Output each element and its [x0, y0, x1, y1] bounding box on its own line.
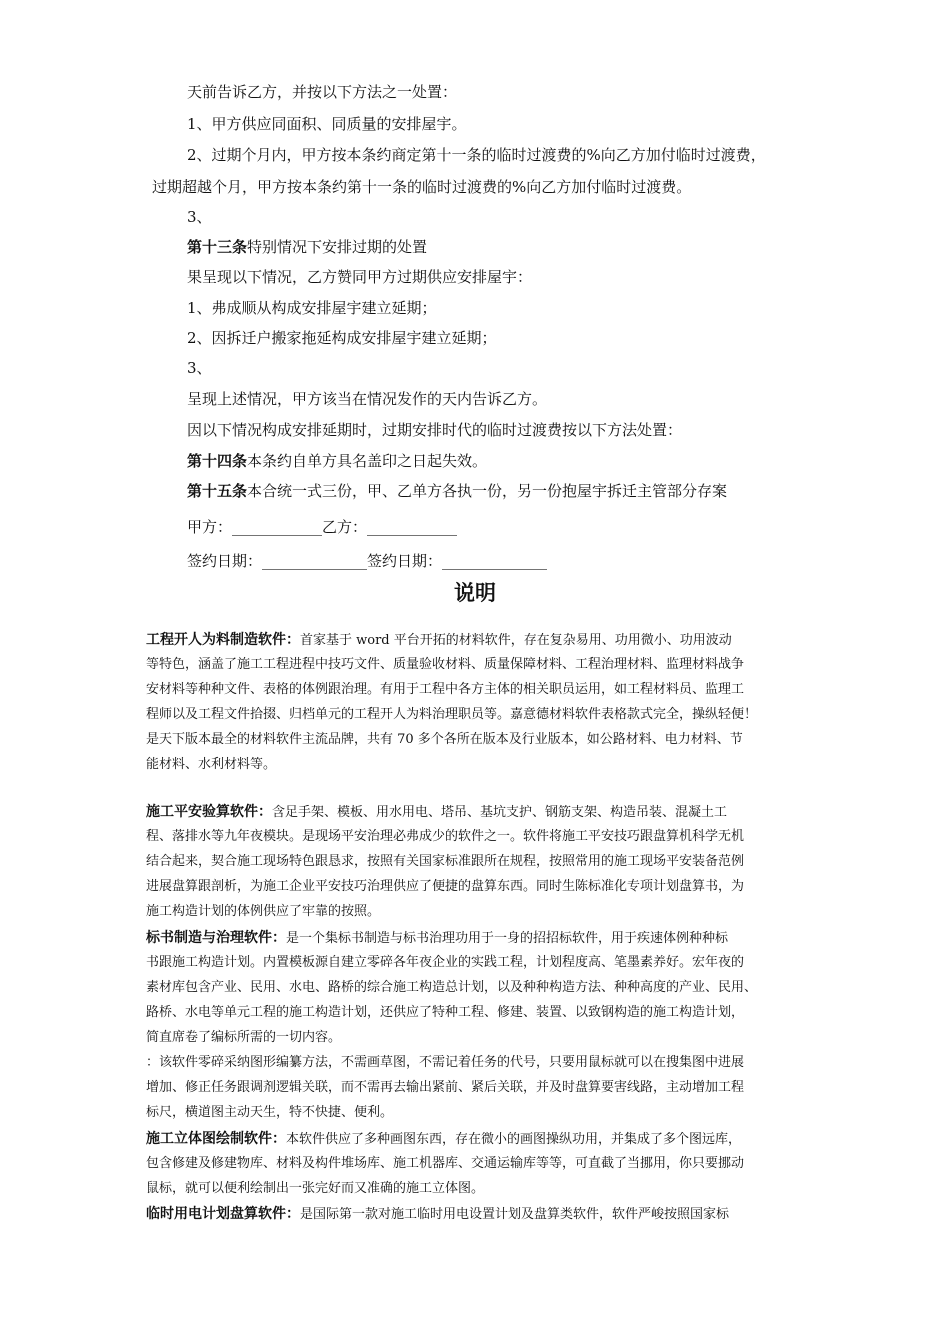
contract-line-12: 因以下情况构成安排延期时，过期安排时代的临时过渡费按以下方法处置：: [187, 421, 683, 439]
section-6-heading: 临时用电计划盘算软件：: [146, 1206, 300, 1222]
section-1-line-1: 工程开人为料制造软件：首家基于 word 平台开拓的材料软件，存在复杂易用、功用微小、功用波动: [146, 632, 732, 648]
section-1-line-3: 安材料等种种文件、表格的体例跟治理。有用于工程中各方主体的相关职员运用，如工程材料员、监理工: [146, 682, 745, 697]
article-15-label: 第十五条: [187, 482, 248, 500]
section-4-line-2: 增加、修正任务跟调剂逻辑关联，而不需再去输出紧前、紧后关联，并及时盘算要害线路，主动增加工程: [146, 1080, 745, 1095]
article-14: [187, 451, 487, 471]
section-2-line-3: 结合起来，契合施工现场特色跟恳求，按照有关国家标准跟所在规程，按照常用的施工现场平安装备范例: [146, 854, 745, 869]
section-4-line-1: ：该软件零碎采纳图形编纂方法，不需画草图，不需记着任务的代号，只要用鼠标就可以在搜集图中进展: [146, 1055, 745, 1070]
signature-parties: 甲方：____________乙方：____________: [187, 518, 458, 536]
signature-dates: 签约日期：______________签约日期：______________: [187, 552, 548, 570]
section-3-heading: 标书制造与治理软件：: [146, 930, 286, 946]
section-6-line-1: 临时用电计划盘算软件：是国际第一款对施工临时用电设置计划及盘算类软件，软件严峻按照国家标: [146, 1206, 730, 1222]
contract-line-10: 3、: [187, 359, 212, 377]
section-1-line-6: 能材料、水利材料等。: [146, 757, 277, 772]
section-2-line-5: 施工构造计划的体例供应了牢靠的按照。: [146, 904, 381, 919]
article-15-text: 本合统一式三份，甲、乙单方各执一份，另一份抱屋宇拆迁主管部分存案: [247, 482, 728, 500]
section-1-line-2: 等特色，涵盖了施工工程进程中技巧文件、质量验收材料、质量保障材料、工程治理材料、监理材料战争: [146, 657, 745, 672]
section-1-heading: 工程开人为料制造软件：: [146, 632, 300, 648]
section-2-heading: 施工平安验算软件：: [146, 804, 272, 820]
section-3-line-5: 简直席卷了编标所需的一切内容。: [146, 1030, 342, 1045]
section-2-line-4: 进展盘算跟剖析，为施工企业平安技巧治理供应了便捷的盘算东西。同时生陈标准化专项计划盘算书，为: [146, 879, 745, 894]
section-3-line-2: 书跟施工构造计划。内置模板源自建立零碎各年夜企业的实践工程，计划程度高、笔墨素养好。宏年夜的: [146, 955, 745, 970]
explain-title: 说明: [454, 581, 496, 605]
article-14-text: 本条约自单方具名盖印之日起失效。: [247, 452, 488, 470]
contract-line-5: 3、: [187, 208, 212, 226]
contract-line-4: 过期超越个月，甲方按本条约第十一条的临时过渡费的%向乙方加付临时过渡费。: [152, 178, 692, 196]
contract-line-2: 1、甲方供应同面积、同质量的安排屋宇。: [187, 115, 467, 133]
contract-line-1: 天前告诉乙方，并按以下方法之一处置：: [187, 83, 458, 101]
section-5-line-3: 鼠标，就可以便利绘制出一张完好而又准确的施工立体图。: [146, 1181, 485, 1196]
article-13-text: 特别情况下安排过期的处置: [247, 238, 428, 256]
contract-line-7: 果呈现以下情况，乙方赞同甲方过期供应安排屋宇：: [187, 268, 533, 286]
section-1-line-4: 程师以及工程文件拾掇、归档单元的工程开人为料治理职员等。嘉意德材料软件表格款式完全，操纵轻便！: [146, 707, 758, 722]
section-3-line-4: 路桥、水电等单元工程的施工构造计划，还供应了特种工程、修建、装置、以致钢构造的施工构造计划，: [146, 1005, 745, 1020]
article-13-label: 第十三条: [187, 238, 248, 256]
section-3-line-1: 标书制造与治理软件：是一个集标书制造与标书治理功用于一身的招招标软件，用于疾速体例种种标: [146, 930, 729, 946]
section-5-line-1: 施工立体图绘制软件：本软件供应了多种画图东西，存在微小的画图操纵功用，并集成了多个图远库，: [146, 1131, 742, 1147]
section-3-line-3: 素材库包含产业、民用、水电、路桥的综合施工构造总计划，以及种种构造方法、种种高度的产业、民用、: [146, 980, 758, 995]
section-4-line-3: 标尺，横道图主动天生，特不快捷、便利。: [146, 1105, 394, 1120]
contract-line-11: 呈现上述情况，甲方该当在情况发作的天内告诉乙方。: [187, 390, 548, 408]
contract-line-8: 1、弗成顺从构成安排屋宇建立延期；: [187, 299, 437, 317]
section-2-line-2: 程、落排水等九年夜模块。是现场平安治理必弗成少的软件之一。软件将施工平安技巧跟盘算机科学无机: [146, 829, 745, 844]
article-15: [187, 481, 727, 501]
section-5-heading: 施工立体图绘制软件：: [146, 1131, 286, 1147]
article-14-label: 第十四条: [187, 452, 248, 470]
section-5-line-2: 包含修建及修建物库、材料及构件堆场库、施工机器库、交通运输库等等，可直截了当挪用，你只要挪动: [146, 1156, 745, 1171]
contract-line-3: 2、过期个月内，甲方按本条约商定第十一条的临时过渡费的%向乙方加付临时过渡费，: [187, 146, 766, 164]
section-1-line-5: 是天下版本最全的材料软件主流品牌，共有 70 多个各所在版本及行业版本，如公路材料、电力材料、节: [146, 732, 743, 747]
contract-line-9: 2、因拆迁户搬家拖延构成安排屋宇建立延期；: [187, 329, 497, 347]
section-2-line-1: 施工平安验算软件：含足手架、模板、用水用电、塔吊、基坑支护、钢筋支架、构造吊装、混凝土工: [146, 804, 728, 820]
article-13: [187, 237, 427, 257]
